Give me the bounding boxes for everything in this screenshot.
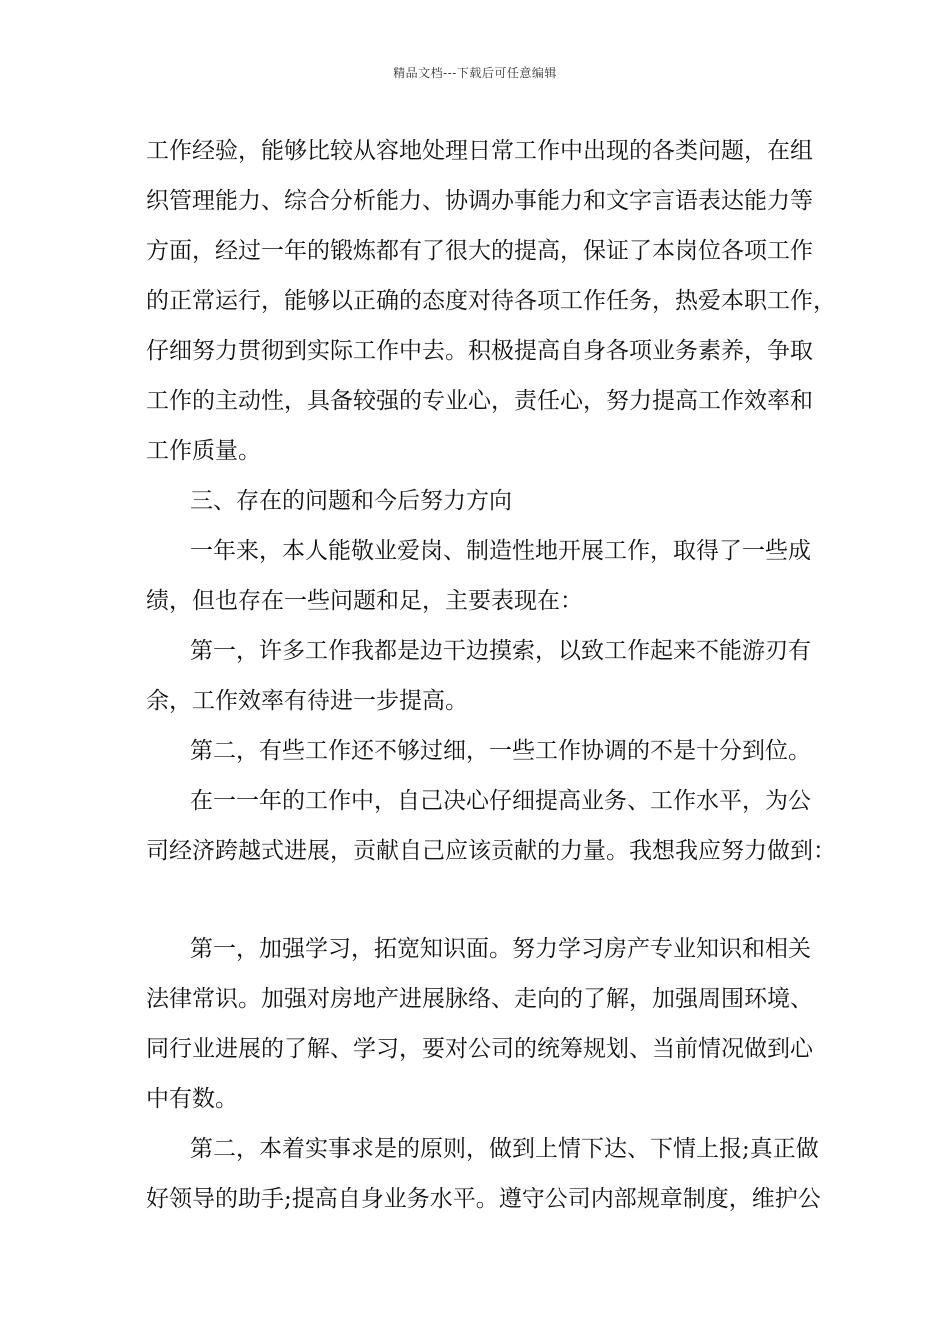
page-header: 精品文档---下载后可任意编辑: [393, 66, 557, 80]
